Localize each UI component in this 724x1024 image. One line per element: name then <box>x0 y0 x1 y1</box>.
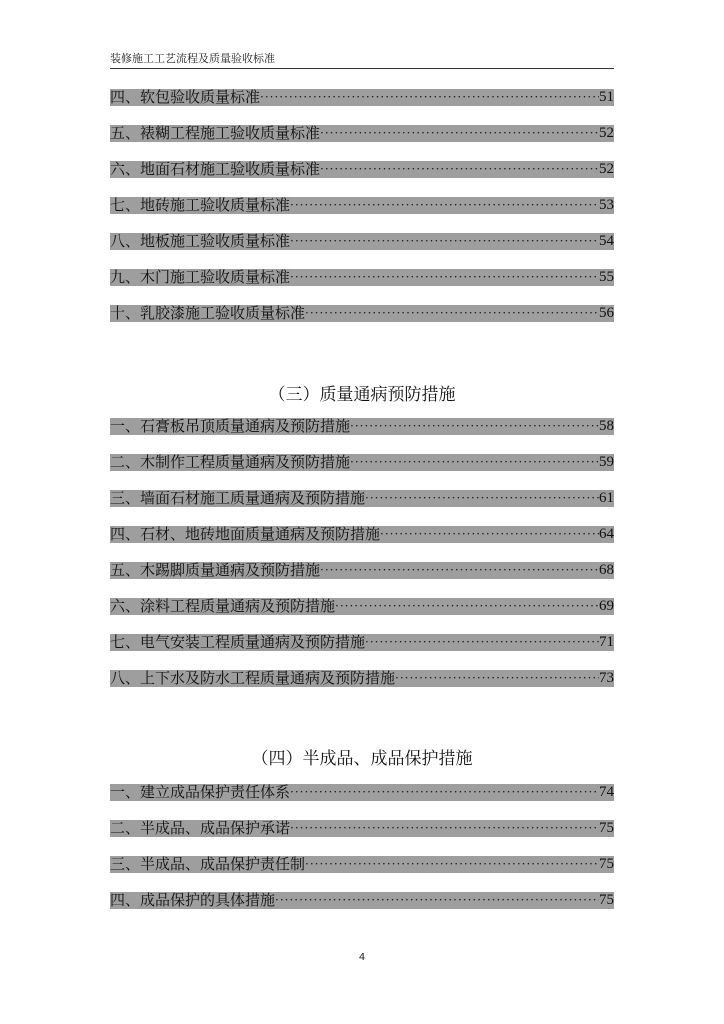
toc-entry-page: 64 <box>599 526 614 542</box>
toc-leader-dots <box>260 89 599 106</box>
toc-entry-title: 六、涂料工程质量通病及预防措施 <box>110 598 336 615</box>
toc-entry-page: 75 <box>599 820 614 836</box>
toc-entry-title: 九、木门施工验收质量标准 <box>110 269 291 286</box>
toc-leader-dots <box>320 562 599 579</box>
toc-entry[interactable] <box>110 269 614 286</box>
running-header: 装修施工工艺流程及质量验收标准 <box>110 50 614 69</box>
toc-entry-page: 71 <box>599 634 614 650</box>
toc-entry-title: 八、地板施工验收质量标准 <box>110 233 291 250</box>
toc-list-quality-defects <box>110 418 614 706</box>
toc-leader-dots <box>350 418 599 435</box>
toc-leader-dots <box>365 634 599 651</box>
toc-entry-page: 74 <box>599 784 614 800</box>
toc-entry[interactable] <box>110 197 614 214</box>
toc-leader-dots <box>350 454 599 471</box>
toc-entry-title: 五、裱糊工程施工验收质量标准 <box>110 125 321 142</box>
toc-entry-page: 52 <box>599 125 614 141</box>
toc-entry[interactable] <box>110 125 614 142</box>
toc-entry-page: 53 <box>599 197 614 213</box>
toc-entry-page: 51 <box>599 89 614 105</box>
toc-entry[interactable] <box>110 233 614 250</box>
toc-entry-title: 六、地面石材施工验收质量标准 <box>110 161 321 178</box>
toc-entry-page: 69 <box>599 598 614 614</box>
toc-entry-title: 四、软包验收质量标准 <box>110 89 261 106</box>
toc-entry-title: 七、电气安装工程质量通病及预防措施 <box>110 634 366 651</box>
section-title-quality-defects: （三）质量通病预防措施 <box>268 385 456 405</box>
toc-entry-title: 十、乳胶漆施工验收质量标准 <box>110 305 306 322</box>
toc-leader-dots <box>365 490 599 507</box>
toc-leader-dots <box>290 269 599 286</box>
toc-entry-title: 二、半成品、成品保护承诺 <box>110 820 291 837</box>
toc-leader-dots <box>290 197 599 214</box>
toc-entry[interactable] <box>110 820 614 837</box>
toc-leader-dots <box>335 598 599 615</box>
toc-entry-title: 二、木制作工程质量通病及预防措施 <box>110 454 351 471</box>
toc-entry-title: 四、成品保护的具体措施 <box>110 892 276 909</box>
toc-list-product-protection <box>110 784 614 928</box>
toc-entry-page: 52 <box>599 161 614 177</box>
toc-leader-dots <box>320 161 599 178</box>
toc-entry-page: 56 <box>599 305 614 321</box>
toc-entry[interactable] <box>110 305 614 322</box>
toc-leader-dots <box>320 125 599 142</box>
toc-entry-page: 68 <box>599 562 614 578</box>
toc-entry-title: 一、石膏板吊顶质量通病及预防措施 <box>110 418 351 435</box>
toc-entry[interactable] <box>110 670 614 687</box>
toc-entry-title: 三、半成品、成品保护责任制 <box>110 856 306 873</box>
toc-leader-dots <box>290 820 599 837</box>
toc-entry[interactable] <box>110 856 614 873</box>
toc-entry-title: 三、墙面石材施工质量通病及预防措施 <box>110 490 366 507</box>
toc-entry[interactable] <box>110 562 614 579</box>
toc-entry-title: 八、上下水及防水工程质量通病及预防措施 <box>110 670 396 687</box>
toc-entry[interactable] <box>110 526 614 543</box>
toc-entry[interactable] <box>110 490 614 507</box>
toc-leader-dots <box>305 305 599 322</box>
toc-entry-title: 五、木踢脚质量通病及预防措施 <box>110 562 321 579</box>
toc-leader-dots <box>305 856 599 873</box>
toc-entry-page: 54 <box>599 233 614 249</box>
toc-entry-page: 75 <box>599 892 614 908</box>
toc-entry-page: 75 <box>599 856 614 872</box>
toc-entry[interactable] <box>110 418 614 435</box>
toc-entry-page: 58 <box>599 418 614 434</box>
toc-entry-page: 55 <box>599 269 614 285</box>
toc-entry-title: 七、地砖施工验收质量标准 <box>110 197 291 214</box>
section-title-product-protection: （四）半成品、成品保护措施 <box>251 749 473 769</box>
toc-entry[interactable] <box>110 892 614 909</box>
toc-entry-title: 一、建立成品保护责任体系 <box>110 784 291 801</box>
toc-leader-dots <box>290 784 599 801</box>
toc-entry-page: 73 <box>599 670 614 686</box>
toc-entry[interactable] <box>110 634 614 651</box>
toc-entry[interactable] <box>110 598 614 615</box>
toc-entry-title: 四、石材、地砖地面质量通病及预防措施 <box>110 526 381 543</box>
toc-leader-dots <box>290 233 599 250</box>
toc-entry[interactable] <box>110 89 614 106</box>
toc-leader-dots <box>395 670 599 687</box>
toc-leader-dots <box>380 526 599 543</box>
toc-entry[interactable] <box>110 161 614 178</box>
toc-entry-page: 59 <box>599 454 614 470</box>
toc-leader-dots <box>275 892 599 909</box>
toc-list-standards <box>110 89 614 341</box>
toc-entry[interactable] <box>110 784 614 801</box>
toc-entry[interactable] <box>110 454 614 471</box>
page-number: 4 <box>358 952 366 963</box>
toc-entry-page: 61 <box>599 490 614 506</box>
